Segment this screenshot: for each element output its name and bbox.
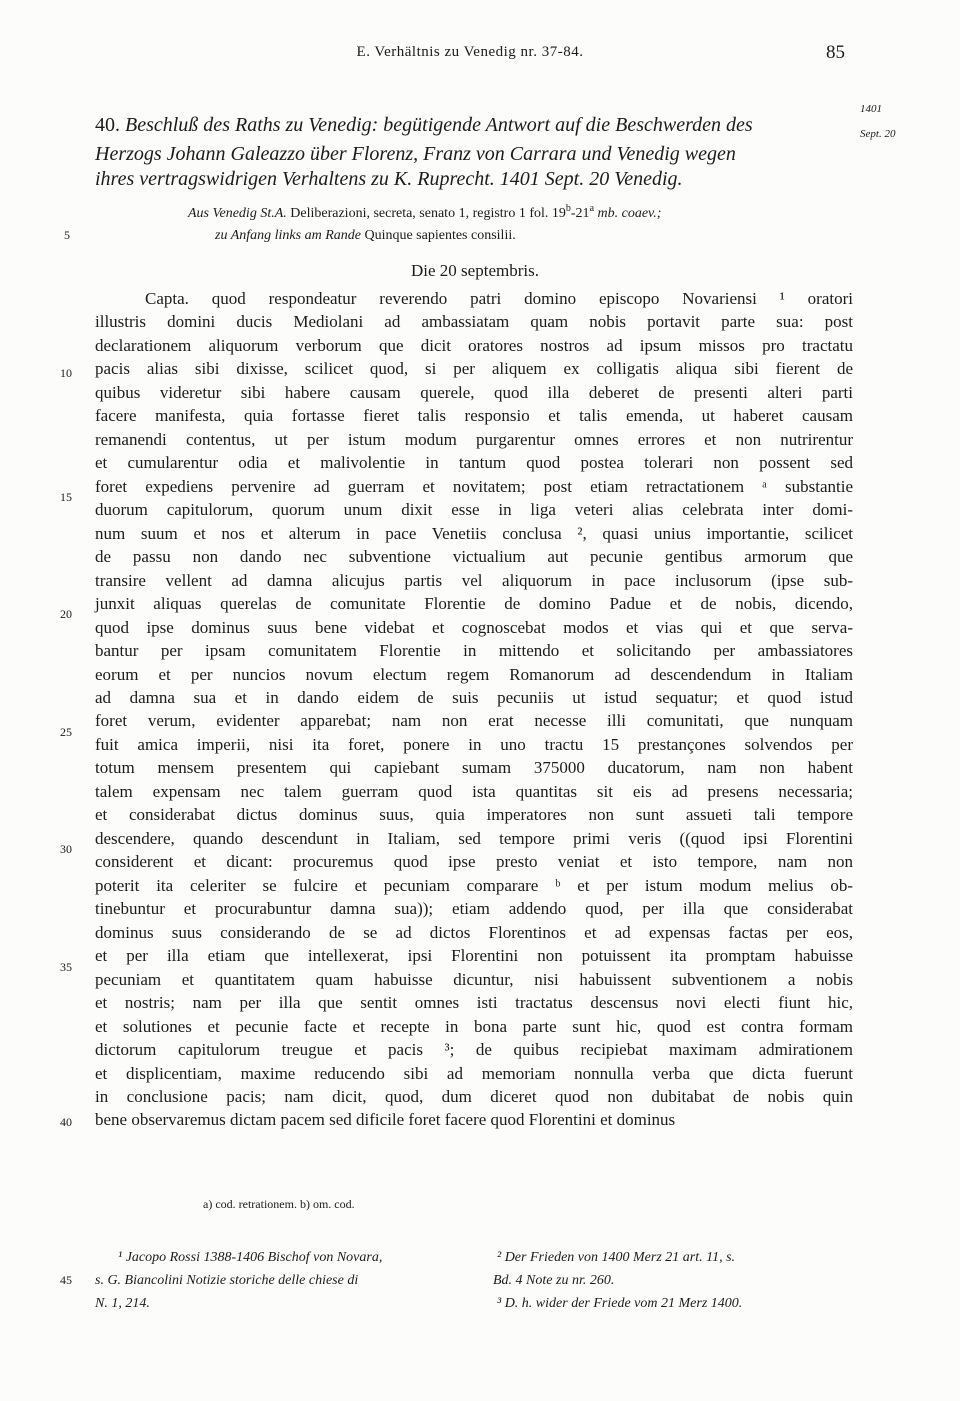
body-line: Capta. quod respondeatur reverendo patri domino episcopo Novariensi ¹ oratori bbox=[145, 289, 853, 308]
source-line-1 bbox=[188, 203, 662, 222]
source-fond: Deliberazioni, secreta, senato 1, registro 1 fol. 19 bbox=[286, 206, 566, 221]
margin-day: Sept. 20 bbox=[860, 128, 896, 140]
body-line: et per illa etiam que intellexerat, ipsi Florentini non potuissent ita promptam habuisse bbox=[95, 946, 853, 966]
body-line: pecuniam et quantitatem quam habuisse dicuntur, nisi habuissent subventionem a nobis bbox=[95, 969, 853, 989]
source-sup-b: b bbox=[565, 203, 571, 214]
footnote-right-2: Bd. 4 Note zu nr. 260. bbox=[493, 1273, 615, 1288]
body-line: junxit aliquas querelas de comunitate Florentie de domino Padue et de nobis, dicendo, bbox=[95, 594, 853, 614]
body-line: et solutiones et pecunie facte et recepte in bona parte sunt hic, quod est contra formam bbox=[95, 1016, 853, 1036]
footnote-left-3: N. 1, 214. bbox=[95, 1296, 150, 1311]
source-sup-a: a bbox=[589, 203, 595, 214]
line-number: 15 bbox=[60, 490, 72, 504]
line-number: 40 bbox=[60, 1115, 72, 1129]
body-line: poterit ita celeriter se fulcire et pecuniam comparare ᵇ et per istum modum melius ob- bbox=[95, 875, 853, 895]
footnote-left-1: ¹ Jacopo Rossi 1388-1406 Bischof von Novara, bbox=[118, 1250, 383, 1265]
line-number: 25 bbox=[60, 725, 72, 739]
body-line: dominus suus considerando de se ad dictos Florentinos et ad expensas factas per eos, bbox=[95, 922, 853, 942]
heading-line-2: Herzogs Johann Galeazzo über Florenz, Franz von Carrara und Venedig wegen bbox=[95, 143, 736, 165]
body-line: foret expediens pervenire ad guerram et novitatem; post etiam retractationem ᵃ substantie bbox=[95, 476, 853, 496]
line-number: 10 bbox=[60, 366, 72, 380]
date-line: Die 20 septembris. bbox=[411, 261, 539, 280]
body-line: et displicentiam, maxime reducendo sibi ad memoriam nonnulla verba que dicta fuerunt bbox=[95, 1063, 853, 1083]
line-number: 5 bbox=[64, 228, 70, 242]
textual-notes: a) cod. retrationem. b) om. cod. bbox=[203, 1197, 355, 1211]
body-line: descendere, quando descendunt in Italiam, sed tempore primi veris ((quod ipsi Florentini bbox=[95, 828, 853, 848]
line-number: 45 bbox=[60, 1273, 72, 1287]
body-line: bantur per ipsam comunitatem Florentie in mittendo et solicitando per ambassiatores bbox=[95, 641, 853, 661]
heading-line-1 bbox=[95, 114, 753, 137]
margin-year: 1401 bbox=[860, 103, 882, 115]
body-line: fuit amica imperii, nisi ita foret, ponere in uno tractu 15 prestançones solvendos per bbox=[95, 734, 853, 754]
body-line: et nostris; nam per illa que sentit omnes isti tractatus descensus novi electi fiunt hic, bbox=[95, 993, 853, 1013]
heading-text-1: Beschluß des Raths zu Venedig: begütigende Antwort auf die Beschwerden des bbox=[125, 114, 753, 136]
footnote-left-2: s. G. Biancolini Notizie storiche delle chiese di bbox=[95, 1273, 359, 1288]
footnote-right-1: ² Der Frieden von 1400 Merz 21 art. 11, s. bbox=[497, 1250, 736, 1265]
source-line-2 bbox=[215, 228, 516, 244]
body-line: facere manifesta, quia fortasse fieret talis responsio et talis emenda, ut haberet causam bbox=[95, 406, 853, 426]
body-line: declarationem aliquorum verborum que dicit oratores nostros ad ipsum missos pro tractatu bbox=[95, 335, 853, 355]
body-line: tinebuntur et procurabuntur damna sua)); etiam addendo quod, per illa que considerabat bbox=[95, 899, 853, 919]
body-line: de passu non dando nec subventione victualium aut pecunie gentibus armorum que bbox=[95, 547, 853, 567]
body-line: talem expensam nec talem guerram quod ista quantitas sit eis ad presens necessaria; bbox=[95, 781, 853, 801]
source-tail: mb. coaev.; bbox=[594, 206, 662, 221]
footnote-right-3: ³ D. h. wider der Friede vom 21 Merz 1400. bbox=[497, 1296, 743, 1311]
body-line: dictorum capitulorum treugue et pacis ³; de quibus recipiebat maximam admirationem bbox=[95, 1040, 853, 1060]
body-line: ad damna sua et in dando eidem de suis pecuniis ut istud sequatur; et quod istud bbox=[95, 687, 853, 707]
body-line: quod ipse dominus suus bene videbat et cognoscebat modos et vias qui et que serva- bbox=[95, 617, 853, 637]
body-line: foret verum, evidenter apparebat; nam non erat necesse illi comunitati, que nunquam bbox=[95, 711, 853, 731]
source-margin-text: Quinque sapientes consilii. bbox=[360, 228, 516, 243]
body-line: remanendi contentus, ut per istum modum purgarentur omnes errores et non nutrirentur bbox=[95, 429, 853, 449]
body-line: totum mensem presentem qui capiebant sumam 375000 ducatorum, nam non habent bbox=[95, 758, 853, 778]
source-archive: Aus Venedig St.A. bbox=[188, 206, 287, 221]
body-line: eorum et per nuncios novum electum regem Romanorum ad descendendum in Italiam bbox=[95, 664, 853, 684]
body-line: in conclusione pacis; nam dicit, quod, dum diceret quod non dubitabat de nobis quin bbox=[95, 1086, 853, 1106]
body-line: considerent et dicant: procuremus quod ipse presto veniat et isto tempore, nam non bbox=[95, 852, 853, 872]
line-number: 20 bbox=[60, 607, 72, 621]
document-number: 40. bbox=[95, 114, 120, 136]
body-line: illustris domini ducis Mediolani ad ambassiatam quam nobis portavit parte sua: post bbox=[95, 312, 853, 332]
source-range: -21 bbox=[570, 206, 590, 221]
running-title: E. Verhältnis zu Venedig nr. 37-84. bbox=[356, 44, 584, 60]
body-line: num suum et nos et alterum in pace Venetiis conclusa ², quasi unius importantie, scilicet bbox=[95, 523, 853, 543]
line-number: 30 bbox=[60, 842, 72, 856]
body-line: transire vellent ad damna alicujus partis vel aliquorum in pace inclusorum (ipse sub- bbox=[95, 570, 853, 590]
heading-line-3: ihres vertragswidrigen Verhaltens zu K. Ruprecht. 1401 Sept. 20 Venedig. bbox=[95, 168, 683, 190]
line-number: 35 bbox=[60, 960, 72, 974]
page-number: 85 bbox=[826, 42, 845, 63]
body-line: bene observaremus dictam pacem sed dificile foret facere quod Florentini et dominus bbox=[95, 1110, 676, 1130]
body-line: quibus videretur sibi habere causam querele, quod illa deberet de presenti alteri parti bbox=[95, 382, 853, 402]
source-margin-note: zu Anfang links am Rande bbox=[215, 228, 361, 243]
body-line: et considerabat dictus dominus suus, quia imperatores non sunt assueti tali tempore bbox=[95, 805, 853, 825]
body-line: pacis alias sibi dixisse, scilicet quod, si per aliquem ex colligatis aliqua sibi fierent de bbox=[95, 359, 853, 379]
body-line: et cumularentur odia et malivolentie in tantum quod postea tolerari non possent sed bbox=[95, 453, 853, 473]
body-line: duorum capitulorum, quorum unum dixit esse in liga veteri alias celebrata inter domi- bbox=[95, 500, 853, 520]
